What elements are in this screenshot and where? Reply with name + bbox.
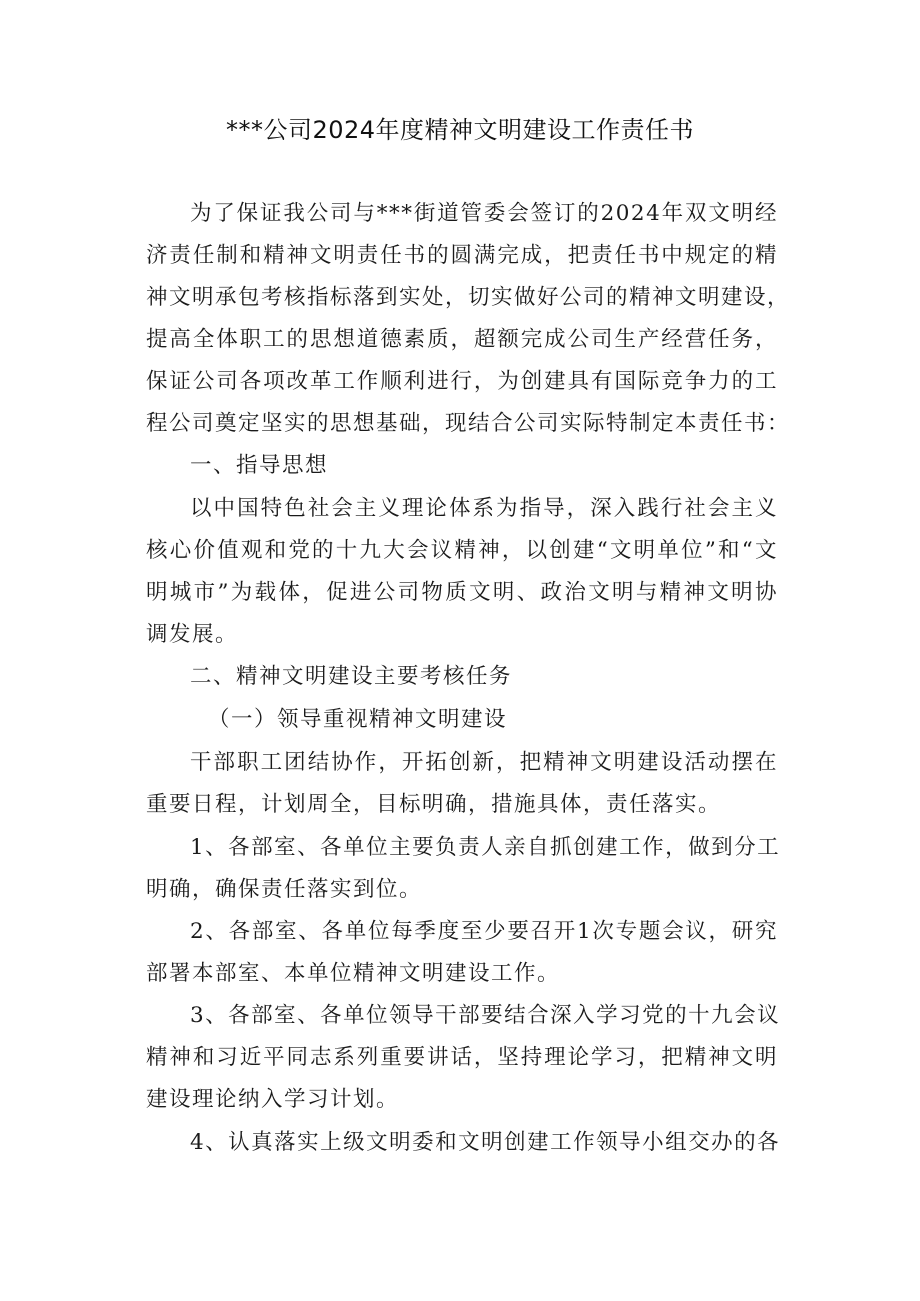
text-line: 2、各部室、各单位每季度至少要召开1次专题会议，研究 — [190, 919, 778, 944]
text-line: 部署本部室、本单位精神文明建设工作。 — [146, 961, 561, 986]
text-line: 程公司奠定坚实的思想基础，现结合公司实际特制定本责任书： — [146, 411, 791, 436]
list-item-3 — [146, 995, 781, 1121]
heading-text: 二、精神文明建设主要考核任务 — [190, 664, 513, 689]
text-line: 明城市”为载体，促进公司物质文明、政治文明与精神文明协 — [146, 580, 778, 605]
list-item-2 — [146, 911, 778, 995]
text-line: 3、各部室、各单位领导干部要结合深入学习党的十九会议 — [190, 1003, 781, 1028]
guiding-ideology-paragraph — [146, 488, 778, 656]
text-line: 保证公司各项改革工作顺利进行，为创建具有国际竞争力的工 — [146, 369, 778, 394]
document-title: ***公司2024年度精神文明建设工作责任书 — [225, 116, 695, 144]
text-line: 4、认真落实上级文明委和文明创建工作领导小组交办的各 — [190, 1130, 781, 1155]
text-line: 干部职工团结协作，开拓创新，把精神文明建设活动摆在 — [190, 750, 778, 775]
heading-text: 一、指导思想 — [190, 453, 329, 478]
text-line: 调发展。 — [146, 622, 239, 647]
section-heading-guiding-ideology — [146, 445, 778, 487]
preamble-paragraph — [146, 193, 791, 445]
text-line: 明确，确保责任落实到位。 — [146, 877, 423, 902]
section-heading-assessment-tasks — [146, 656, 778, 698]
text-line: 1、各部室、各单位主要负责人亲自抓创建工作，做到分工 — [190, 835, 781, 860]
text-line: 重要日程，计划周全，目标明确，措施具体，责任落实。 — [146, 792, 722, 817]
list-item-4 — [146, 1122, 781, 1164]
subsection-heading-leadership — [146, 699, 778, 741]
text-line: 神文明承包考核指标落到实处，切实做好公司的精神文明建设， — [146, 285, 791, 310]
text-line: 以中国特色社会主义理论体系为指导，深入践行社会主义 — [190, 496, 778, 521]
leadership-paragraph — [146, 742, 778, 826]
text-line: 提高全体职工的思想道德素质，超额完成公司生产经营任务， — [146, 327, 778, 352]
text-line: 建设理论纳入学习计划。 — [146, 1087, 400, 1112]
text-line: 济责任制和精神文明责任书的圆满完成，把责任书中规定的精 — [146, 243, 778, 268]
text-line: 精神和习近平同志系列重要讲话，坚持理论学习，把精神文明 — [146, 1045, 778, 1070]
text-line: 核心价值观和党的十九大会议精神，以创建“文明单位”和“文 — [146, 538, 778, 563]
text-line: 为了保证我公司与***街道管委会签订的2024年双文明经 — [190, 201, 778, 226]
list-item-1 — [146, 827, 781, 911]
heading-text: （一）领导重视精神文明建设 — [208, 707, 508, 732]
